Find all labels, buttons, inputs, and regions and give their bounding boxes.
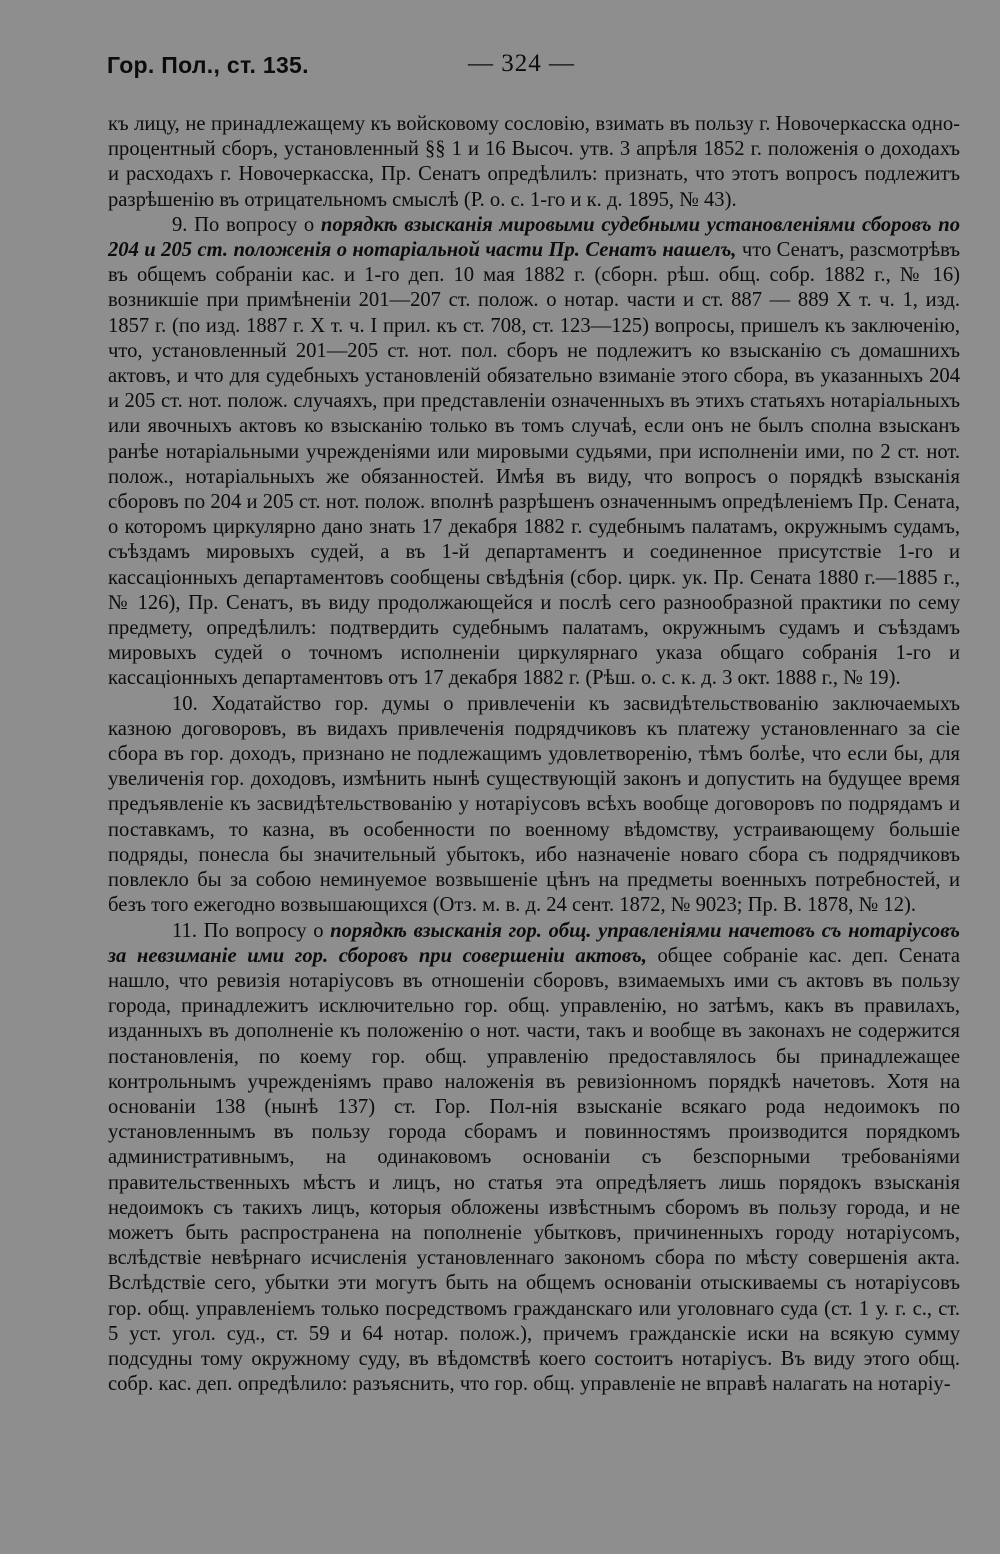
paragraph-text: къ лицу, не принадлежащему къ войсковому сословію, взимать въ пользу г. Новочеркасска одно-процентный сборъ, установленный §§ 1 и 16 Высоч. утв. 3 апрѣля 1852 г. положенія о доходахъ и расходахъ г. Новочеркасска, Пр. Сенатъ опредѣлилъ: признать, что этотъ вопросъ подлежитъ разрѣшенію въ отрицательномъ смыслѣ (Р. о. с. 1-го и к. д. 1895, № 43).	[108, 113, 960, 211]
paragraph-emphasis: порядкѣ взысканія гор. общ. управленіями начетовъ съ нотаріусовъ за невзиманіе ими гор. сборовъ при совершеніи актовъ,	[108, 919, 961, 967]
paragraph-text: 10. Ходатайство гор. думы о привлеченіи къ засвидѣтельствованію заключаемыхъ казною договоровъ, въ видахъ привлеченія подрядчиковъ къ платежу установленнаго за сіе сбора въ гор. доходъ, признано не подлежащимъ удовлетворенію, тѣмъ болѣе, что если бы, для увеличенія гор. доходовъ, измѣнить нынѣ существующій законъ и допустить на будущее время предъявленіе къ засвидѣтельствованію у нотаріусовъ всѣхъ вообще договоровъ по подрядамъ и поставкамъ, то казна, въ особенности по военному вѣдомству, устраивающему большіе подряды, понесла бы значительный убытокъ, ибо назначеніе новаго сбора съ подрядчиковъ повлекло бы за собою неминуемое возвышеніе цѣнъ на предметы военныхъ потребностей, и безъ того ежегодно возвышающихся (Отз. м. в. д. 24 сент. 1872, № 9023; Пр. В. 1878, № 12).	[108, 692, 960, 917]
paragraph-text: общее собраніе кас. деп. Сената нашло, что ревизія нотаріусовъ въ отношеніи сборовъ, взимаемыхъ ими съ актовъ въ пользу города, принадлежитъ исключительно гор. общ. управленію, но затѣмъ, какъ въ правилахъ, изданныхъ въ дополненіе къ положенію о нот. части, такъ и вообще въ законахъ не содержится постановленія, по коему гор. общ. управленію предоставлялось бы принадлежащее контрольнымъ учрежденіямъ право наложенія въ ревизіонномъ порядкѣ начетовъ. Хотя на основаніи 138 (нынѣ 137) ст. Гор. Пол-нія взысканіе всякаго рода недоимокъ по установленнымъ въ пользу города сборамъ и повинностямъ производится порядкомъ административнымъ, на одинаковомъ основаніи съ безспорными требованіями правительственныхъ мѣстъ и лицъ, но статья эта опредѣляетъ лишь порядокъ взысканія недоимокъ съ такихъ лицъ, которыя обложены извѣстнымъ сборомъ въ пользу города, и не можетъ быть распространена на пополненіе убытковъ, причиненныхъ городу нотаріусомъ, вслѣдствіе невѣрнаго исчисленія установленнаго закономъ сбора по мѣсту совершенія акта. Вслѣдствіе сего, убытки эти могутъ быть на общемъ основаніи отыскиваемы съ нотаріусовъ гор. общ. управленіемъ только посредствомъ гражданскаго или уголовнаго суда (ст. 1 у. г. с., ст. 5 уст. угол. суд., ст. 59 и 64 нотар. полож.), причемъ гражданскіе иски на всякую сумму подсудны тому окружному суду, въ вѣдомствѣ коего состоитъ нотаріусъ. Въ виду этого общ. собр. кас. деп. опредѣлило: разъяснить, что гор. общ. управленіе не вправѣ налагать на нотаріу-	[108, 944, 960, 1396]
paragraph-continuation	[108, 112, 960, 213]
page-header	[0, 50, 1000, 90]
paragraph-10	[108, 692, 960, 919]
paragraph-text: 9. По вопросу о	[172, 213, 321, 236]
paragraph-emphasis: порядкѣ взысканія мировыми судебными установленіями сборовъ по 204 и 205 ст. положенія о нотаріальной части Пр. Сенатъ нашелъ,	[108, 213, 960, 262]
page-number: — 324 —	[468, 50, 575, 77]
paragraph-text: что Сенатъ, разсмотрѣвъ въ общемъ собраніи кас. и 1-го деп. 10 мая 1882 г. (сборн. рѣш. общ. собр. 1882 г., № 16) возникшіе при примѣненіи 201—207 ст. полож. о нотар. части и ст. 887 — 889 X т. ч. 1, изд. 1857 г. (по изд. 1887 г. X т. ч. I прил. къ ст. 708, ст. 123—125) вопросы, пришелъ къ заключенію, что, установленный 201—205 ст. нот. пол. сборъ не подлежитъ ко взысканію съ домашнихъ актовъ, и что для судебныхъ установленій обязательно взиманіе этого сбора, въ указанныхъ 204 и 205 ст. нот. полож. случаяхъ, при представленіи означенныхъ въ этихъ статьяхъ нотаріальныхъ или явочныхъ актовъ ко взысканію только въ томъ случаѣ, если онъ не былъ сполна взысканъ ранѣе нотаріальными учрежденіями или мировыми судьями, при исполненіи ими, по 2 ст. нот. полож., нотаріальныхъ же обязанностей. Имѣя въ виду, что вопросъ о порядкѣ взысканія сборовъ по 204 и 205 ст. нот. полож. вполнѣ разрѣшенъ означеннымъ опредѣленіемъ Пр. Сената, о которомъ циркулярно дано знать 17 декабря 1882 г. судебнымъ палатамъ, окружнымъ судамъ, съѣздамъ мировыхъ судей, а въ 1-й департаментъ и соединенное присутствіе 1-го и кассаціонныхъ департаментовъ сообщены свѣдѣнія (сбор. цирк. ук. Пр. Сената 1880 г.—1885 г., № 126), Пр. Сенатъ, въ виду продолжающейся и послѣ сего разнообразной практики по сему предмету, опредѣлилъ: подтвердить судебнымъ палатамъ, окружнымъ судамъ и съѣздамъ мировыхъ судей о точномъ исполненіи циркулярнаго указа общаго собранія 1-го и кассаціонныхъ департаментовъ отъ 17 декабря 1882 г. (Рѣш. о. с. к. д. 3 окт. 1888 г., № 19).	[108, 239, 960, 690]
paragraph-9	[108, 213, 960, 692]
running-head: Гор. Пол., ст. 135.	[107, 52, 309, 78]
paragraph-11	[108, 919, 960, 1398]
body-text	[108, 112, 960, 1397]
paragraph-text: 11. По вопросу о	[172, 919, 331, 942]
